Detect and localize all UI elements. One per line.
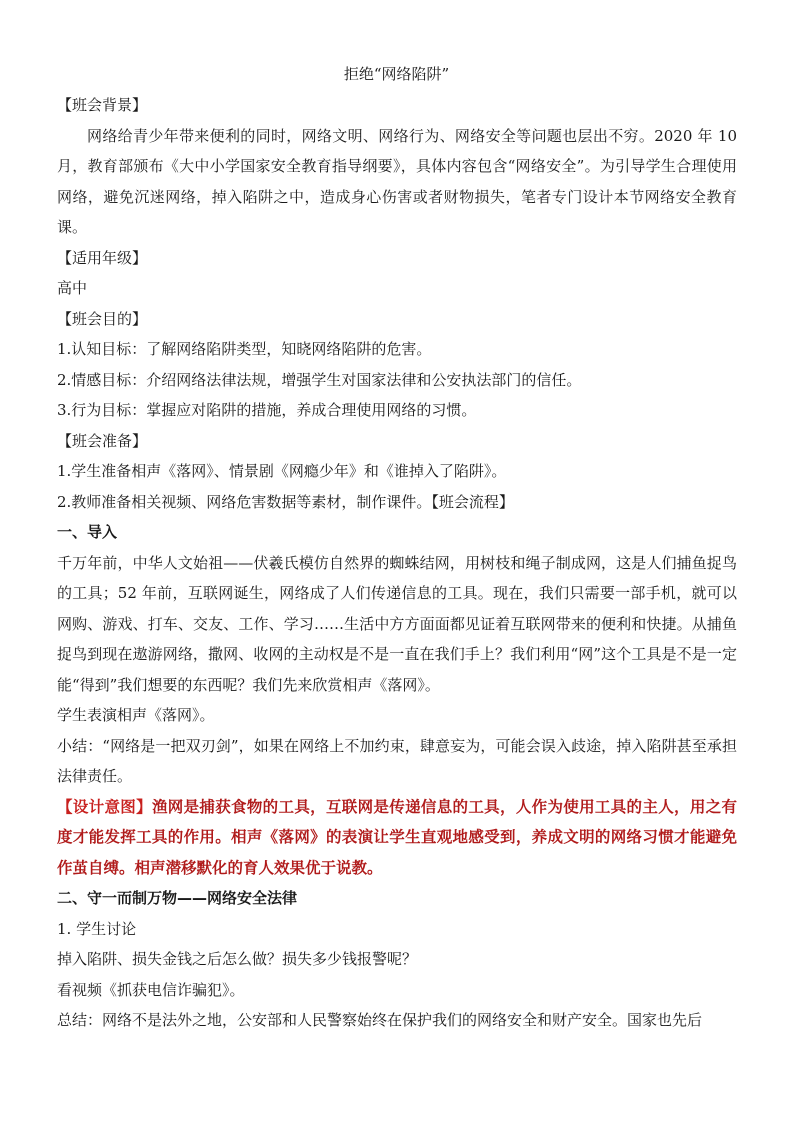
body-paragraph: 1.认知目标：了解网络陷阱类型，知晓网络陷阱的危害。 bbox=[57, 340, 432, 358]
body-paragraph: 1. 学生讨论 bbox=[57, 919, 137, 938]
body-paragraph: 3.行为目标：掌握应对陷阱的措施，养成合理使用网络的习惯。 bbox=[57, 401, 477, 419]
section-label: 【班会准备】 bbox=[57, 431, 148, 450]
document-title: 拒绝“网络陷阱” bbox=[343, 65, 450, 83]
section-heading: 二、守一而制万物——网络安全法律 bbox=[57, 889, 298, 907]
section-label: 【班会目的】 bbox=[57, 309, 148, 328]
design-intent-text: 渔网是捕获食物的工具，互联网是传递信息的工具，人作为使用工具的主人，用之有度才能发挥工具的作用。相声《落网》的表演让学生直观地感受到，养成文明的网络习惯才能避免作茧自缚。相声潜移默化的育人效果优于说教。 bbox=[57, 797, 737, 877]
body-paragraph: 小结：“网络是一把双刃剑”，如果在网络上不加约束，肆意妄为，可能会误入歧途，掉入陷阱甚至承担法律责任。 bbox=[57, 736, 737, 785]
body-paragraph: 1.学生准备相声《落网》、情景剧《网瘾少年》和《谁掉入了陷阱》。 bbox=[57, 462, 507, 480]
section-label: 【适用年级】 bbox=[57, 248, 148, 267]
body-paragraph: 2.情感目标：介绍网络法律法规，增强学生对国家法律和公安执法部门的信任。 bbox=[57, 370, 582, 389]
body-paragraph: 高中 bbox=[57, 279, 88, 297]
body-paragraph: 学生表演相声《落网》。 bbox=[57, 706, 215, 724]
document-body bbox=[57, 90, 737, 1036]
body-paragraph: 网络给青少年带来便利的同时，网络文明、网络行为、网络安全等问题也层出不穷。2020 年 10 月，教育部颁布《大中小学国家安全教育指导纲要》，具体内容包含“网络安全”。为引导学生合理使用网络，避免沉迷网络，掉入陷阱之中，造成身心伤害或者财物损失，笔者专门设计本节网络安全教育课。 bbox=[57, 126, 737, 236]
design-intent-label: 【设计意图】 bbox=[57, 797, 152, 816]
section-label: 【班会背景】 bbox=[57, 96, 148, 114]
body-paragraph: 千万年前，中华人文始祖——伏羲氏模仿自然界的蜘蛛结网，用树枝和绳子制成网，这是人们捕鱼捉鸟的工具；52 年前，互联网诞生，网络成了人们传递信息的工具。现在，我们只需要一部手机，就可以网购、游戏、打车、交友、工作、学习……生活中方方面面都见证着互联网带来的便利和快捷。从捕鱼捉鸟到现在遨游网络，撒网、收网的主动权是不是一直在我们手上？我们利用“网”这个工具是不是一定能“得到”我们想要的东西呢？我们先来欣赏相声《落网》。 bbox=[57, 553, 737, 694]
design-intent-paragraph bbox=[57, 792, 737, 884]
body-paragraph: 看视频《抓获电信诈骗犯》。 bbox=[57, 980, 245, 999]
body-paragraph: 掉入陷阱、损失金钱之后怎么做？损失多少钱报警呢？ bbox=[57, 950, 418, 968]
body-paragraph: 2.教师准备相关视频、网络危害数据等素材，制作课件。【班会流程】 bbox=[57, 492, 514, 511]
body-paragraph: 总结：网络不是法外之地，公安部和人民警察始终在保护我们的网络安全和财产安全。国家也先后 bbox=[57, 1011, 703, 1029]
section-heading: 一、导入 bbox=[57, 523, 118, 541]
